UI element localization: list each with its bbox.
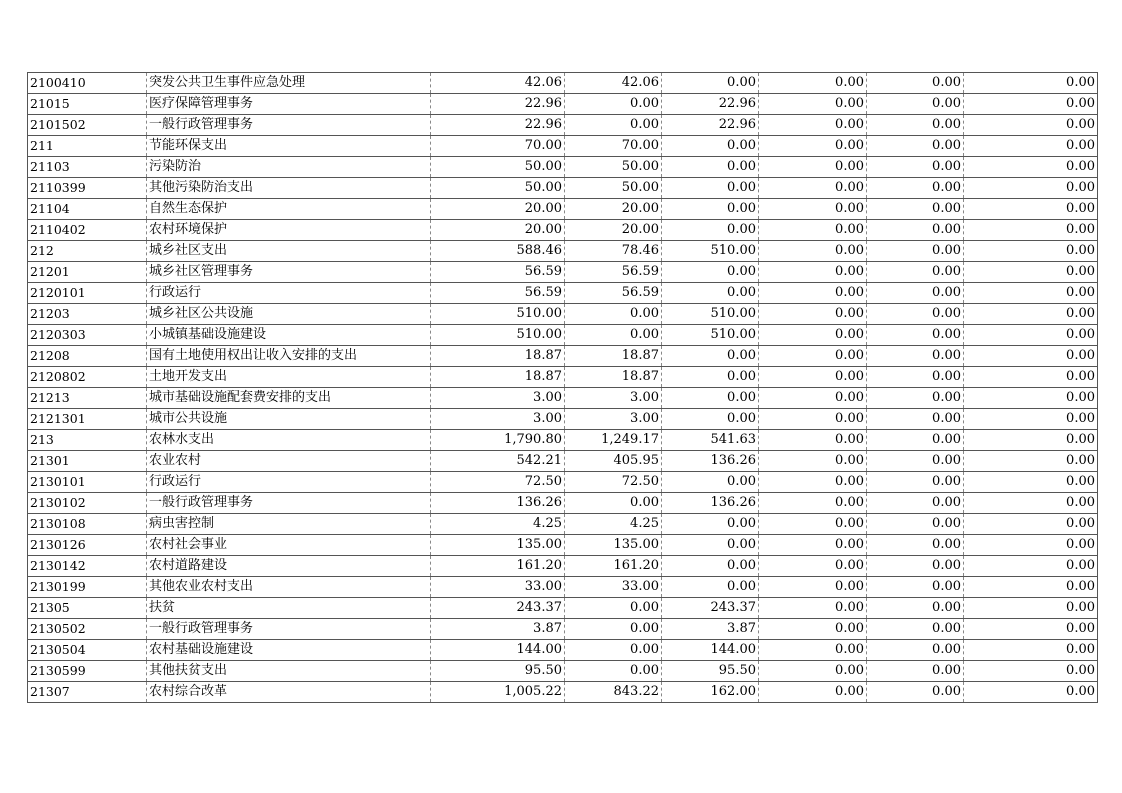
cell-basic: 405.95: [565, 451, 662, 472]
cell-name: 一般行政管理事务: [147, 493, 431, 514]
cell-col5: 0.00: [867, 136, 964, 157]
cell-col4: 0.00: [759, 388, 867, 409]
table-row: [28, 220, 1098, 241]
cell-project: 136.26: [662, 451, 759, 472]
table-row: [28, 598, 1098, 619]
cell-basic: 0.00: [565, 304, 662, 325]
cell-col4: 0.00: [759, 409, 867, 430]
cell-name: 农村基础设施建设: [147, 640, 431, 661]
cell-col5: 0.00: [867, 346, 964, 367]
cell-basic: 50.00: [565, 157, 662, 178]
cell-col6: 0.00: [964, 661, 1098, 682]
table-row: [28, 304, 1098, 325]
cell-name: 农业农村: [147, 451, 431, 472]
table-row: [28, 619, 1098, 640]
cell-basic: 18.87: [565, 367, 662, 388]
cell-basic: 42.06: [565, 73, 662, 94]
cell-col6: 0.00: [964, 367, 1098, 388]
cell-name: 农村社会事业: [147, 535, 431, 556]
cell-project: 0.00: [662, 388, 759, 409]
cell-col6: 0.00: [964, 115, 1098, 136]
cell-name: 行政运行: [147, 472, 431, 493]
cell-col6: 0.00: [964, 94, 1098, 115]
cell-code: 21301: [28, 451, 147, 472]
cell-col5: 0.00: [867, 304, 964, 325]
cell-col4: 0.00: [759, 199, 867, 220]
cell-code: 2110402: [28, 220, 147, 241]
cell-name: 城乡社区管理事务: [147, 262, 431, 283]
cell-project: 0.00: [662, 472, 759, 493]
table-row: [28, 661, 1098, 682]
cell-basic: 1,249.17: [565, 430, 662, 451]
cell-col6: 0.00: [964, 199, 1098, 220]
cell-col5: 0.00: [867, 640, 964, 661]
cell-col4: 0.00: [759, 346, 867, 367]
cell-col5: 0.00: [867, 619, 964, 640]
cell-name: 病虫害控制: [147, 514, 431, 535]
cell-total: 136.26: [431, 493, 565, 514]
cell-basic: 161.20: [565, 556, 662, 577]
table-row: [28, 178, 1098, 199]
cell-project: 0.00: [662, 220, 759, 241]
table-row: [28, 556, 1098, 577]
cell-col4: 0.00: [759, 451, 867, 472]
cell-project: 0.00: [662, 556, 759, 577]
cell-total: 22.96: [431, 115, 565, 136]
table-row: [28, 451, 1098, 472]
cell-col5: 0.00: [867, 514, 964, 535]
cell-name: 城市基础设施配套费安排的支出: [147, 388, 431, 409]
cell-col6: 0.00: [964, 346, 1098, 367]
cell-basic: 20.00: [565, 220, 662, 241]
cell-code: 2130101: [28, 472, 147, 493]
cell-total: 135.00: [431, 535, 565, 556]
table-row: [28, 430, 1098, 451]
cell-col4: 0.00: [759, 430, 867, 451]
cell-code: 211: [28, 136, 147, 157]
cell-basic: 135.00: [565, 535, 662, 556]
table-row: [28, 115, 1098, 136]
cell-name: 国有土地使用权出让收入安排的支出: [147, 346, 431, 367]
cell-col5: 0.00: [867, 472, 964, 493]
cell-project: 162.00: [662, 682, 759, 703]
cell-code: 2120101: [28, 283, 147, 304]
cell-col6: 0.00: [964, 220, 1098, 241]
cell-code: 21307: [28, 682, 147, 703]
cell-code: 2130108: [28, 514, 147, 535]
table-row: [28, 472, 1098, 493]
cell-basic: 0.00: [565, 661, 662, 682]
cell-project: 0.00: [662, 409, 759, 430]
cell-code: 2130126: [28, 535, 147, 556]
cell-total: 18.87: [431, 346, 565, 367]
cell-project: 95.50: [662, 661, 759, 682]
cell-code: 2100410: [28, 73, 147, 94]
cell-project: 510.00: [662, 325, 759, 346]
cell-name: 其他农业农村支出: [147, 577, 431, 598]
cell-col4: 0.00: [759, 157, 867, 178]
cell-total: 33.00: [431, 577, 565, 598]
budget-sheet: [27, 72, 1098, 703]
cell-name: 城市公共设施: [147, 409, 431, 430]
cell-code: 2130102: [28, 493, 147, 514]
cell-name: 城乡社区支出: [147, 241, 431, 262]
cell-basic: 0.00: [565, 619, 662, 640]
cell-col6: 0.00: [964, 598, 1098, 619]
cell-project: 0.00: [662, 178, 759, 199]
cell-basic: 56.59: [565, 283, 662, 304]
cell-basic: 0.00: [565, 598, 662, 619]
cell-code: 21203: [28, 304, 147, 325]
cell-col5: 0.00: [867, 283, 964, 304]
cell-name: 其他扶贫支出: [147, 661, 431, 682]
cell-total: 18.87: [431, 367, 565, 388]
cell-col5: 0.00: [867, 115, 964, 136]
cell-name: 农林水支出: [147, 430, 431, 451]
cell-col4: 0.00: [759, 682, 867, 703]
cell-col4: 0.00: [759, 94, 867, 115]
cell-col6: 0.00: [964, 472, 1098, 493]
cell-col6: 0.00: [964, 157, 1098, 178]
cell-code: 2110399: [28, 178, 147, 199]
cell-col4: 0.00: [759, 325, 867, 346]
cell-code: 2130142: [28, 556, 147, 577]
cell-code: 21208: [28, 346, 147, 367]
cell-col4: 0.00: [759, 598, 867, 619]
cell-project: 144.00: [662, 640, 759, 661]
cell-col4: 0.00: [759, 472, 867, 493]
cell-col5: 0.00: [867, 430, 964, 451]
cell-col5: 0.00: [867, 241, 964, 262]
cell-total: 542.21: [431, 451, 565, 472]
cell-total: 3.00: [431, 388, 565, 409]
cell-project: 0.00: [662, 577, 759, 598]
cell-col5: 0.00: [867, 94, 964, 115]
cell-basic: 0.00: [565, 94, 662, 115]
table-row: [28, 640, 1098, 661]
cell-col4: 0.00: [759, 577, 867, 598]
cell-col4: 0.00: [759, 241, 867, 262]
cell-project: 3.87: [662, 619, 759, 640]
cell-col4: 0.00: [759, 220, 867, 241]
cell-total: 20.00: [431, 220, 565, 241]
table-row: [28, 682, 1098, 703]
cell-col4: 0.00: [759, 367, 867, 388]
cell-name: 突发公共卫生事件应急处理: [147, 73, 431, 94]
cell-total: 70.00: [431, 136, 565, 157]
cell-basic: 843.22: [565, 682, 662, 703]
cell-col4: 0.00: [759, 262, 867, 283]
cell-col6: 0.00: [964, 388, 1098, 409]
cell-col4: 0.00: [759, 493, 867, 514]
cell-total: 95.50: [431, 661, 565, 682]
table-row: [28, 283, 1098, 304]
cell-basic: 0.00: [565, 493, 662, 514]
table-row: [28, 157, 1098, 178]
cell-col6: 0.00: [964, 241, 1098, 262]
cell-col5: 0.00: [867, 409, 964, 430]
table-row: [28, 199, 1098, 220]
cell-col5: 0.00: [867, 178, 964, 199]
cell-code: 21305: [28, 598, 147, 619]
table-row: [28, 367, 1098, 388]
cell-basic: 0.00: [565, 640, 662, 661]
cell-total: 510.00: [431, 304, 565, 325]
table-row: [28, 325, 1098, 346]
table-row: [28, 535, 1098, 556]
cell-col4: 0.00: [759, 535, 867, 556]
cell-total: 1,005.22: [431, 682, 565, 703]
cell-total: 161.20: [431, 556, 565, 577]
cell-col4: 0.00: [759, 136, 867, 157]
table-row: [28, 262, 1098, 283]
table-row: [28, 514, 1098, 535]
cell-code: 2130504: [28, 640, 147, 661]
cell-project: 510.00: [662, 304, 759, 325]
cell-name: 城乡社区公共设施: [147, 304, 431, 325]
cell-col5: 0.00: [867, 388, 964, 409]
cell-basic: 3.00: [565, 388, 662, 409]
cell-col6: 0.00: [964, 493, 1098, 514]
cell-total: 4.25: [431, 514, 565, 535]
cell-total: 50.00: [431, 178, 565, 199]
cell-name: 扶贫: [147, 598, 431, 619]
table-row: [28, 241, 1098, 262]
cell-col6: 0.00: [964, 430, 1098, 451]
cell-project: 541.63: [662, 430, 759, 451]
cell-project: 0.00: [662, 136, 759, 157]
table-row: [28, 577, 1098, 598]
cell-col4: 0.00: [759, 514, 867, 535]
cell-col5: 0.00: [867, 262, 964, 283]
cell-code: 2130502: [28, 619, 147, 640]
cell-col4: 0.00: [759, 304, 867, 325]
cell-col6: 0.00: [964, 514, 1098, 535]
cell-col6: 0.00: [964, 304, 1098, 325]
cell-col6: 0.00: [964, 283, 1098, 304]
cell-col4: 0.00: [759, 115, 867, 136]
cell-basic: 72.50: [565, 472, 662, 493]
cell-total: 144.00: [431, 640, 565, 661]
table-row: [28, 136, 1098, 157]
cell-name: 农村道路建设: [147, 556, 431, 577]
cell-col5: 0.00: [867, 493, 964, 514]
cell-total: 3.87: [431, 619, 565, 640]
cell-col6: 0.00: [964, 409, 1098, 430]
table-row: [28, 409, 1098, 430]
cell-code: 212: [28, 241, 147, 262]
cell-col5: 0.00: [867, 577, 964, 598]
cell-code: 213: [28, 430, 147, 451]
cell-col6: 0.00: [964, 262, 1098, 283]
cell-col4: 0.00: [759, 640, 867, 661]
table-row: [28, 94, 1098, 115]
cell-project: 510.00: [662, 241, 759, 262]
cell-total: 243.37: [431, 598, 565, 619]
cell-project: 0.00: [662, 367, 759, 388]
cell-col6: 0.00: [964, 640, 1098, 661]
cell-col5: 0.00: [867, 220, 964, 241]
cell-total: 72.50: [431, 472, 565, 493]
cell-code: 2120303: [28, 325, 147, 346]
cell-name: 医疗保障管理事务: [147, 94, 431, 115]
cell-name: 一般行政管理事务: [147, 115, 431, 136]
cell-code: 21103: [28, 157, 147, 178]
cell-code: 2130199: [28, 577, 147, 598]
cell-total: 3.00: [431, 409, 565, 430]
cell-col6: 0.00: [964, 73, 1098, 94]
cell-code: 2121301: [28, 409, 147, 430]
cell-project: 0.00: [662, 199, 759, 220]
table-row: [28, 388, 1098, 409]
cell-basic: 78.46: [565, 241, 662, 262]
cell-basic: 0.00: [565, 115, 662, 136]
cell-col6: 0.00: [964, 577, 1098, 598]
cell-col6: 0.00: [964, 451, 1098, 472]
cell-project: 22.96: [662, 94, 759, 115]
table-row: [28, 493, 1098, 514]
cell-total: 1,790.80: [431, 430, 565, 451]
cell-project: 0.00: [662, 514, 759, 535]
cell-col6: 0.00: [964, 178, 1098, 199]
cell-total: 50.00: [431, 157, 565, 178]
cell-total: 42.06: [431, 73, 565, 94]
cell-code: 21104: [28, 199, 147, 220]
cell-basic: 33.00: [565, 577, 662, 598]
cell-code: 2120802: [28, 367, 147, 388]
cell-name: 自然生态保护: [147, 199, 431, 220]
cell-col5: 0.00: [867, 367, 964, 388]
cell-name: 一般行政管理事务: [147, 619, 431, 640]
cell-code: 21015: [28, 94, 147, 115]
cell-col4: 0.00: [759, 619, 867, 640]
table-row: [28, 346, 1098, 367]
cell-basic: 50.00: [565, 178, 662, 199]
cell-total: 588.46: [431, 241, 565, 262]
cell-basic: 3.00: [565, 409, 662, 430]
budget-table: [27, 72, 1098, 703]
cell-code: 2130599: [28, 661, 147, 682]
cell-col4: 0.00: [759, 661, 867, 682]
cell-name: 行政运行: [147, 283, 431, 304]
cell-col5: 0.00: [867, 73, 964, 94]
cell-code: 21213: [28, 388, 147, 409]
cell-project: 0.00: [662, 283, 759, 304]
cell-col5: 0.00: [867, 157, 964, 178]
cell-basic: 70.00: [565, 136, 662, 157]
cell-col5: 0.00: [867, 598, 964, 619]
cell-name: 小城镇基础设施建设: [147, 325, 431, 346]
cell-basic: 56.59: [565, 262, 662, 283]
cell-project: 243.37: [662, 598, 759, 619]
cell-name: 其他污染防治支出: [147, 178, 431, 199]
cell-col5: 0.00: [867, 682, 964, 703]
cell-col4: 0.00: [759, 178, 867, 199]
cell-basic: 20.00: [565, 199, 662, 220]
cell-col6: 0.00: [964, 682, 1098, 703]
cell-total: 56.59: [431, 283, 565, 304]
cell-col6: 0.00: [964, 325, 1098, 346]
cell-total: 20.00: [431, 199, 565, 220]
cell-project: 0.00: [662, 535, 759, 556]
cell-col6: 0.00: [964, 136, 1098, 157]
cell-col6: 0.00: [964, 556, 1098, 577]
table-row: [28, 73, 1098, 94]
cell-col5: 0.00: [867, 451, 964, 472]
cell-project: 0.00: [662, 346, 759, 367]
cell-col5: 0.00: [867, 535, 964, 556]
cell-col4: 0.00: [759, 556, 867, 577]
cell-code: 2101502: [28, 115, 147, 136]
cell-name: 污染防治: [147, 157, 431, 178]
cell-total: 22.96: [431, 94, 565, 115]
cell-col4: 0.00: [759, 73, 867, 94]
cell-col5: 0.00: [867, 325, 964, 346]
cell-project: 0.00: [662, 262, 759, 283]
table-body: [28, 73, 1098, 703]
cell-name: 农村环境保护: [147, 220, 431, 241]
cell-project: 0.00: [662, 157, 759, 178]
cell-project: 0.00: [662, 73, 759, 94]
cell-basic: 18.87: [565, 346, 662, 367]
cell-basic: 0.00: [565, 325, 662, 346]
cell-col4: 0.00: [759, 283, 867, 304]
cell-col6: 0.00: [964, 535, 1098, 556]
cell-project: 22.96: [662, 115, 759, 136]
cell-name: 农村综合改革: [147, 682, 431, 703]
cell-col5: 0.00: [867, 661, 964, 682]
cell-project: 136.26: [662, 493, 759, 514]
cell-code: 21201: [28, 262, 147, 283]
cell-name: 土地开发支出: [147, 367, 431, 388]
cell-col5: 0.00: [867, 556, 964, 577]
cell-total: 56.59: [431, 262, 565, 283]
cell-basic: 4.25: [565, 514, 662, 535]
cell-total: 510.00: [431, 325, 565, 346]
cell-name: 节能环保支出: [147, 136, 431, 157]
cell-col6: 0.00: [964, 619, 1098, 640]
cell-col5: 0.00: [867, 199, 964, 220]
